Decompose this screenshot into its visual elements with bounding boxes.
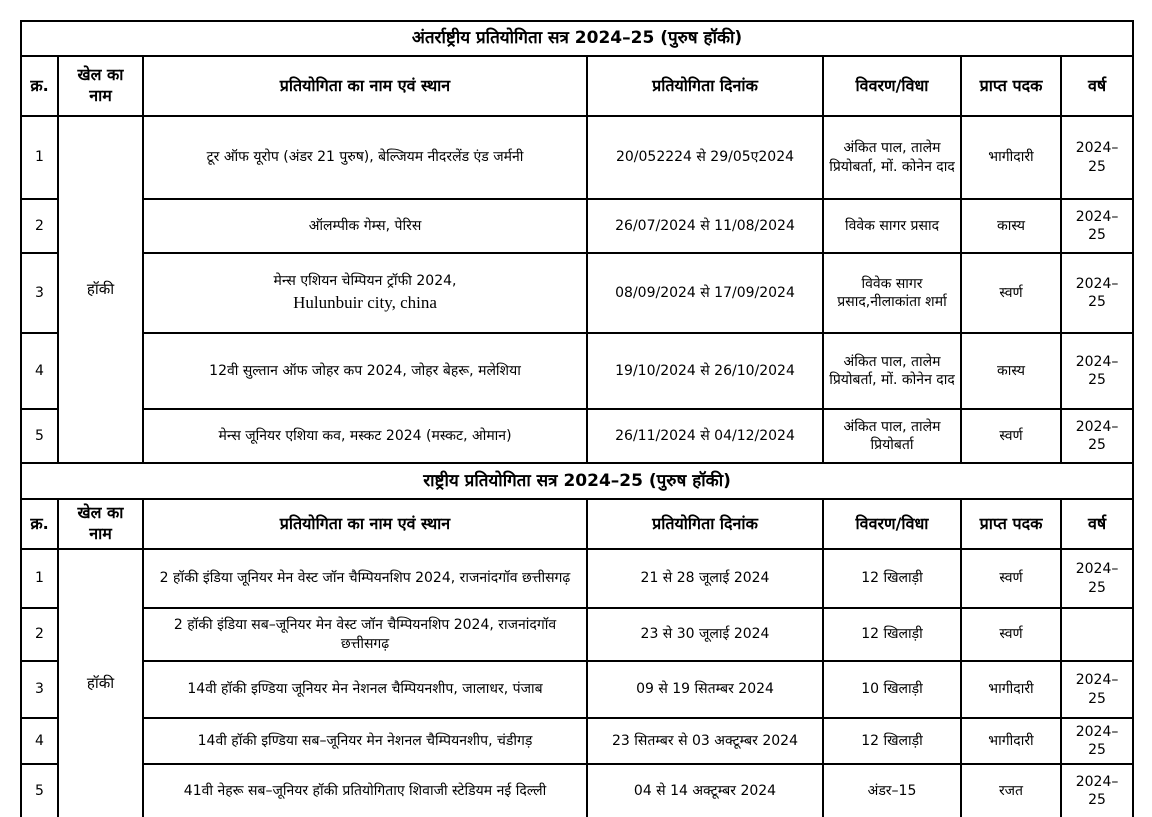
table-row xyxy=(21,253,1133,333)
table-row xyxy=(21,199,1133,253)
cell-serial-no: 3 xyxy=(21,661,58,718)
cell-year: 2024–25 xyxy=(1061,409,1133,463)
table-row xyxy=(21,116,1133,199)
header-competition-date: प्रतियोगिता दिनांक xyxy=(587,499,823,549)
cell-medal: कास्य xyxy=(961,199,1061,253)
header-sport-name: खेल का नाम xyxy=(58,499,143,549)
table-row xyxy=(21,549,1133,608)
cell-details: 12 खिलाड़ी xyxy=(823,549,961,608)
cell-details: 10 खिलाड़ी xyxy=(823,661,961,718)
cell-competition-date: 26/11/2024 से 04/12/2024 xyxy=(587,409,823,463)
cell-details: अंकित पाल, तालेम प्रियोबर्ता, मों. कोनेन दाद xyxy=(823,116,961,199)
cell-competition-date: 20/052224 से 29/05ए2024 xyxy=(587,116,823,199)
table-row xyxy=(21,608,1133,661)
cell-details: विवेक सागर प्रसाद xyxy=(823,199,961,253)
cell-competition-date: 19/10/2024 से 26/10/2024 xyxy=(587,333,823,409)
cell-medal: कास्य xyxy=(961,333,1061,409)
header-serial-no: क्र. xyxy=(21,499,58,549)
cell-serial-no: 5 xyxy=(21,764,58,817)
cell-details: 12 खिलाड़ी xyxy=(823,718,961,764)
cell-year: 2024–25 xyxy=(1061,333,1133,409)
cell-year: 2024–25 xyxy=(1061,199,1133,253)
cell-medal: रजत xyxy=(961,764,1061,817)
cell-year: 2024–25 xyxy=(1061,661,1133,718)
cell-details: अंकित पाल, तालेम प्रियोबर्ता, मों. कोनेन दाद xyxy=(823,333,961,409)
table-row xyxy=(21,333,1133,409)
header-details-discipline: विवरण/विधा xyxy=(823,56,961,116)
cell-sport-name: हॉकी xyxy=(58,549,143,817)
header-competition-name-venue: प्रतियोगिता का नाम एवं स्थान xyxy=(143,499,587,549)
cell-serial-no: 1 xyxy=(21,116,58,199)
cell-competition-name: ऑलम्पीक गेम्स, पेरिस xyxy=(143,199,587,253)
cell-serial-no: 1 xyxy=(21,549,58,608)
table-row xyxy=(21,409,1133,463)
cell-details: अंडर–15 xyxy=(823,764,961,817)
cell-competition-name: 2 हॉकी इंडिया जूनियर मेन वेस्ट जॉन चैम्पियनशिप 2024, राजनांदगॉव छत्तीसगढ़ xyxy=(143,549,587,608)
national-title-row xyxy=(21,463,1133,499)
international-title-row xyxy=(21,21,1133,56)
cell-medal: स्वर्ण xyxy=(961,253,1061,333)
header-medal-received: प्राप्त पदक xyxy=(961,499,1061,549)
competition-name-hindi: मेन्स एशियन चेम्पियन ट्रॉफी 2024, xyxy=(273,272,457,289)
cell-competition-name: मेन्स जूनियर एशिया कव, मस्कट 2024 (मस्कट, ओमान) xyxy=(143,409,587,463)
header-year: वर्ष xyxy=(1061,56,1133,116)
header-competition-name-venue: प्रतियोगिता का नाम एवं स्थान xyxy=(143,56,587,116)
cell-competition-name: 12वी सुल्तान ऑफ जोहर कप 2024, जोहर बेहरू, मलेशिया xyxy=(143,333,587,409)
cell-sport-name: हॉकी xyxy=(58,116,143,463)
cell-competition-date: 26/07/2024 से 11/08/2024 xyxy=(587,199,823,253)
international-header-row xyxy=(21,56,1133,116)
cell-medal: भागीदारी xyxy=(961,661,1061,718)
cell-year: 2024–25 xyxy=(1061,253,1133,333)
cell-competition-name: 41वी नेहरू सब–जूनियर हॉकी प्रतियोगिताए शिवाजी स्टेडियम नई दिल्ली xyxy=(143,764,587,817)
cell-competition-name: 14वी हॉकी इण्डिया सब–जूनियर मेन नेशनल चैम्पियनशीप, चंडीगड़ xyxy=(143,718,587,764)
cell-medal: भागीदारी xyxy=(961,116,1061,199)
cell-serial-no: 2 xyxy=(21,608,58,661)
competition-venue-english: Hulunbuir city, china xyxy=(293,293,437,313)
cell-competition-date: 23 से 30 जूलाई 2024 xyxy=(587,608,823,661)
header-medal-received: प्राप्त पदक xyxy=(961,56,1061,116)
cell-competition-date: 09 से 19 सितम्बर 2024 xyxy=(587,661,823,718)
cell-details: अंकित पाल, तालेम प्रियोबर्ता xyxy=(823,409,961,463)
cell-competition-date: 21 से 28 जूलाई 2024 xyxy=(587,549,823,608)
cell-year: 2024–25 xyxy=(1061,116,1133,199)
cell-medal: स्वर्ण xyxy=(961,608,1061,661)
cell-details: विवेक सागर प्रसाद,नीलाकांता शर्मा xyxy=(823,253,961,333)
cell-competition-name: 2 हॉकी इंडिया सब–जूनियर मेन वेस्ट जॉन चैम्पियनशिप 2024, राजनांदगॉव छत्तीसगढ़ xyxy=(143,608,587,661)
cell-year: 2024–25 xyxy=(1061,718,1133,764)
header-details-discipline: विवरण/विधा xyxy=(823,499,961,549)
cell-competition-date: 04 से 14 अक्टूम्बर 2024 xyxy=(587,764,823,817)
header-competition-date: प्रतियोगिता दिनांक xyxy=(587,56,823,116)
header-year: वर्ष xyxy=(1061,499,1133,549)
cell-competition-date: 23 सितम्बर से 03 अक्टूम्बर 2024 xyxy=(587,718,823,764)
cell-year: 2024–25 xyxy=(1061,764,1133,817)
cell-competition-name: 14वी हॉकी इण्डिया जूनियर मेन नेशनल चैम्पियनशीप, जालाधर, पंजाब xyxy=(143,661,587,718)
cell-medal: स्वर्ण xyxy=(961,549,1061,608)
cell-serial-no: 2 xyxy=(21,199,58,253)
cell-serial-no: 4 xyxy=(21,333,58,409)
cell-serial-no: 4 xyxy=(21,718,58,764)
national-section-title: राष्ट्रीय प्रतियोगिता सत्र 2024–25 (पुरुष हॉकी) xyxy=(21,463,1133,499)
cell-competition-name: टूर ऑफ यूरोप (अंडर 21 पुरुष), बेल्जियम नीदरलेंड एंड जर्मनी xyxy=(143,116,587,199)
international-section-title: अंतर्राष्ट्रीय प्रतियोगिता सत्र 2024–25 (पुरुष हॉकी) xyxy=(21,21,1133,56)
cell-year: 2024–25 xyxy=(1061,549,1133,608)
cell-medal: भागीदारी xyxy=(961,718,1061,764)
cell-medal: स्वर्ण xyxy=(961,409,1061,463)
cell-competition-name xyxy=(143,253,587,333)
header-serial-no: क्र. xyxy=(21,56,58,116)
table-row xyxy=(21,764,1133,817)
table-row xyxy=(21,718,1133,764)
header-sport-name: खेल का नाम xyxy=(58,56,143,116)
cell-details: 12 खिलाड़ी xyxy=(823,608,961,661)
cell-year xyxy=(1061,608,1133,661)
national-header-row xyxy=(21,499,1133,549)
cell-serial-no: 5 xyxy=(21,409,58,463)
cell-serial-no: 3 xyxy=(21,253,58,333)
table-row xyxy=(21,661,1133,718)
cell-competition-date: 08/09/2024 से 17/09/2024 xyxy=(587,253,823,333)
hockey-competitions-table xyxy=(20,20,1134,817)
